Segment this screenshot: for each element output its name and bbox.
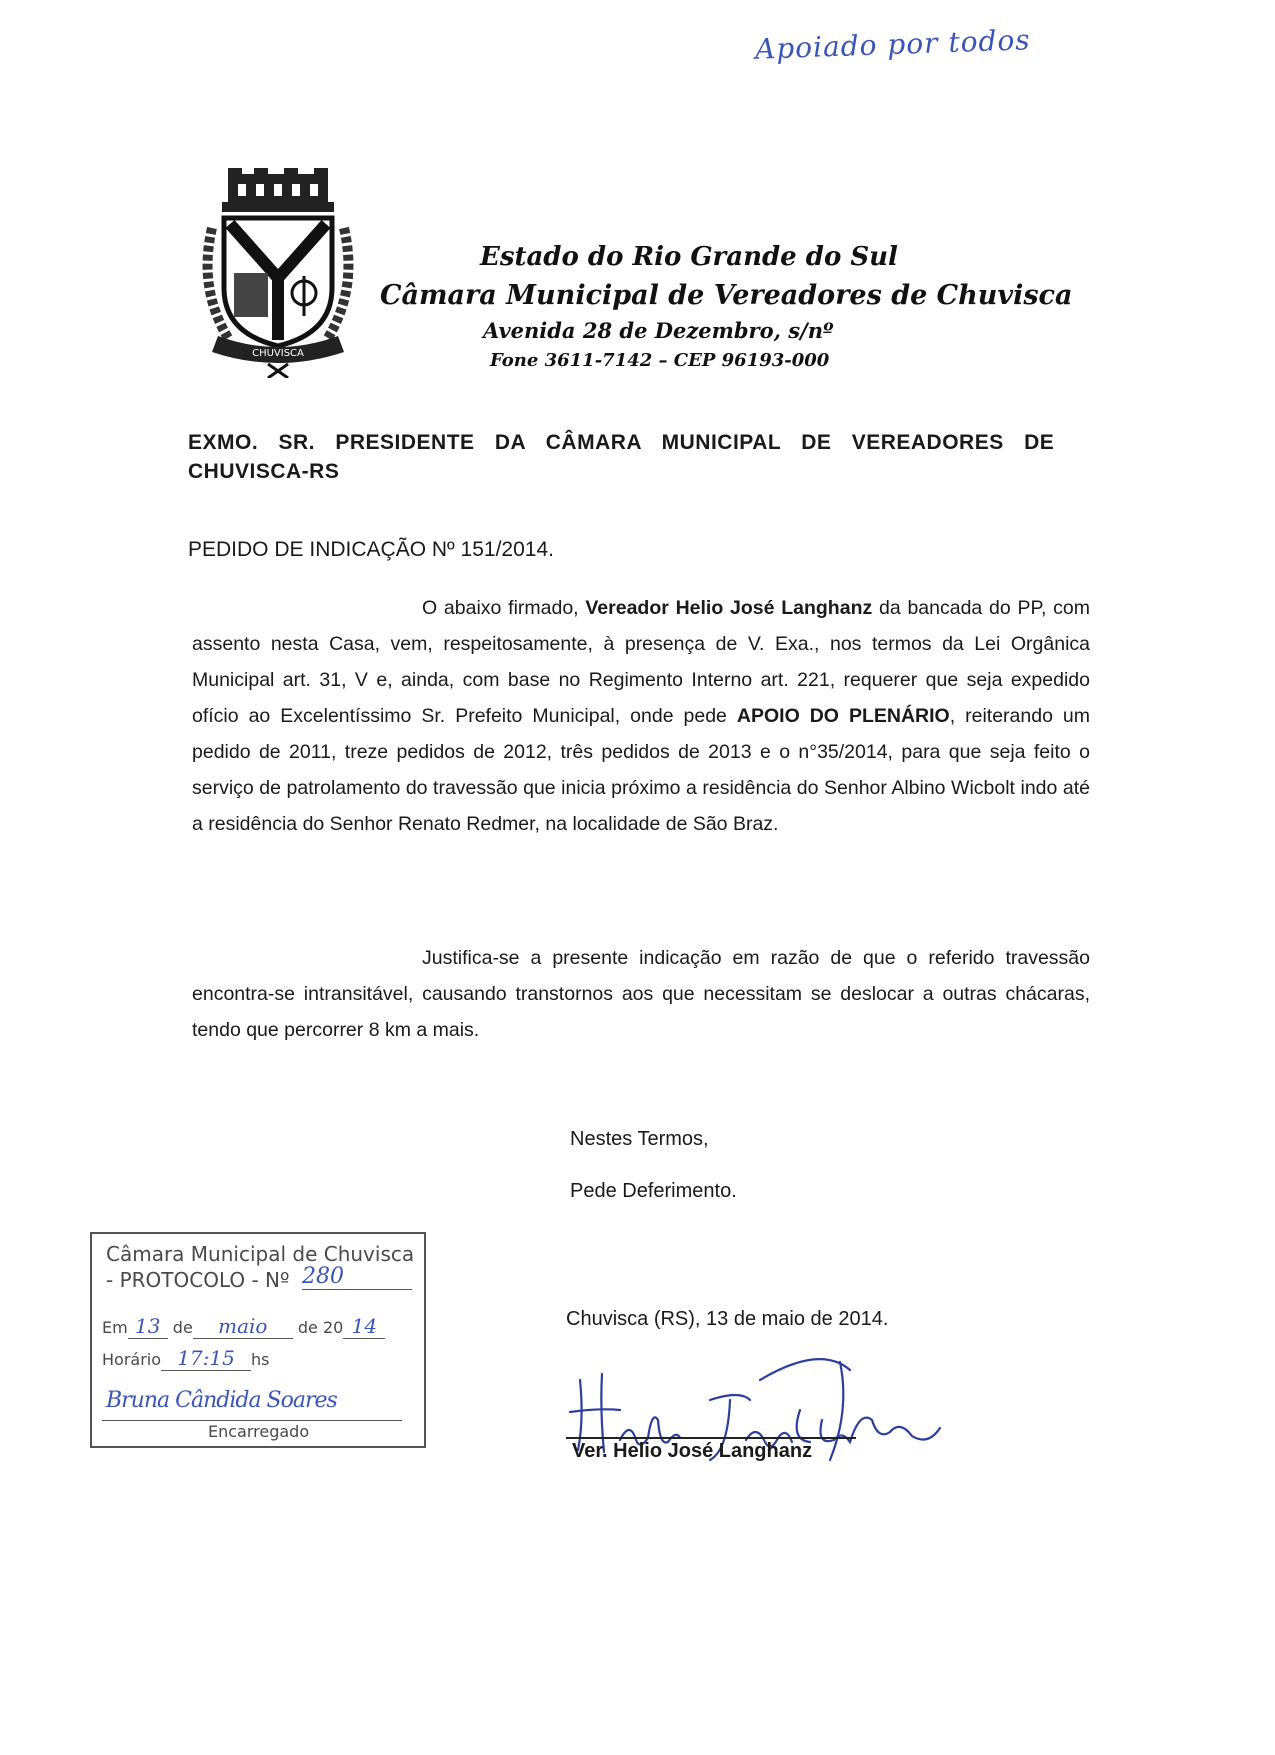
protocol-stamp <box>90 1232 426 1448</box>
stamp-time-suffix: hs <box>251 1350 270 1369</box>
stamp-month: maio <box>218 1314 268 1338</box>
stamp-signature-line <box>102 1384 402 1421</box>
stamp-day: 13 <box>134 1314 161 1338</box>
crest-banner-text: CHUVISCA <box>252 348 304 359</box>
letterhead-state: Estado do Rio Grande do Sul <box>480 242 898 272</box>
stamp-date-row <box>102 1314 385 1339</box>
stamp-time: 17:15 <box>177 1346 235 1370</box>
signer-name: Ver. Helio José Langhanz <box>572 1440 813 1462</box>
body-text: Justifica-se a presente indicação em razão de que o referido travessão encontra-se intransitável, causando transtornos aos que necessitam se deslocar a outras chácaras, tendo que percorrer 8 km a mais. <box>192 947 1090 1041</box>
stamp-chamber-name: Câmara Municipal de Chuvisca <box>106 1242 415 1266</box>
letterhead-address: Avenida 28 de Dezembro, s/nº <box>483 318 834 343</box>
handwritten-annotation: Apoiado por todos <box>754 23 1032 66</box>
stamp-time-row <box>102 1346 270 1371</box>
stamp-protocol-number: 280 <box>302 1264 412 1290</box>
municipal-crest-logo <box>198 168 358 378</box>
plenary-support: APOIO DO PLENÁRIO <box>736 705 950 727</box>
body-text: , reiterando um pedido de 2011, treze pedidos de 2012, três pedidos de 2013 e o n°35/2014, para que seja feito o serviço de patrolamento do travessão que inicia próximo a residência do Senhor Albino Wicbolt indo até a residência do Senhor Renato Redmer, na localidade de São Braz. <box>192 705 1090 835</box>
closing-line-1: Nestes Termos, <box>570 1128 709 1150</box>
stamp-year: 14 <box>351 1314 378 1338</box>
body-paragraph-1 <box>192 590 1090 842</box>
stamp-de-label: de <box>172 1318 193 1337</box>
stamp-em-label: Em <box>102 1318 128 1337</box>
recipient-heading: EXMO. SR. PRESIDENTE DA CÂMARA MUNICIPAL DE VEREADORES DE CHUVISCA-RS <box>188 431 1055 483</box>
closing-line-2: Pede Deferimento. <box>570 1180 737 1202</box>
stamp-time-label: Horário <box>102 1350 162 1369</box>
request-number: PEDIDO DE INDICAÇÃO Nº 151/2014. <box>188 538 554 561</box>
signature-line <box>566 1437 856 1439</box>
stamp-clerk-label: Encarregado <box>208 1422 310 1441</box>
body-text: da bancada do PP, com assento nesta Casa, vem, respeitosamente, à presença de V. Exa., nos termos da Lei Orgânica Municipal art. 31, V e, ainda, com base no Regimento Interno art. 221, requerer que seja expedido ofício ao Excelentíssimo Sr. Prefeito Municipal, onde pede <box>192 597 1090 727</box>
stamp-year-prefix: de 20 <box>297 1318 344 1337</box>
stamp-protocol-label <box>106 1264 344 1292</box>
stamp-protocol-text: - PROTOCOLO - Nº <box>106 1268 290 1292</box>
councillor-name: Vereador Helio José Langhanz <box>585 597 873 619</box>
letterhead-chamber: Câmara Municipal de Vereadores de Chuvisca <box>380 280 1073 311</box>
stamp-clerk-signature: Bruna Cândida Soares <box>106 1388 337 1413</box>
place-and-date: Chuvisca (RS), 13 de maio de 2014. <box>566 1308 889 1330</box>
body-text: O abaixo firmado, <box>422 597 586 619</box>
body-paragraph-2 <box>192 940 1090 1048</box>
letterhead-phone: Fone 3611-7142 – CEP 96193-000 <box>490 350 830 371</box>
